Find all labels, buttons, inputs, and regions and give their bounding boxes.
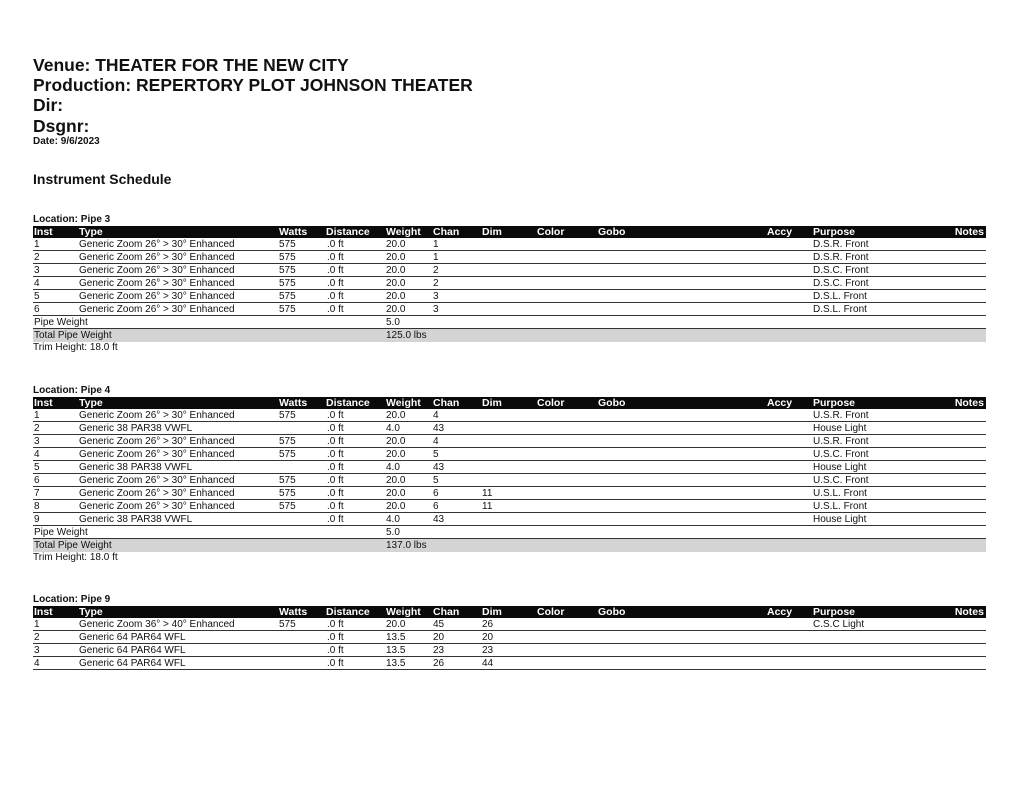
- cell-chan: 5: [433, 475, 439, 486]
- cell-type: Generic Zoom 26° > 30° Enhanced: [79, 304, 235, 315]
- cell-distance: .0 ft: [327, 291, 344, 302]
- trim-height: Trim Height: 18.0 ft: [33, 552, 118, 563]
- cell-distance: .0 ft: [327, 619, 344, 630]
- column-header-color: Color: [537, 606, 565, 618]
- cell-distance: .0 ft: [327, 488, 344, 499]
- cell-inst: 4: [34, 449, 40, 460]
- column-header-dim: Dim: [482, 226, 502, 238]
- column-header-distance: Distance: [326, 397, 370, 409]
- cell-distance: .0 ft: [327, 645, 344, 656]
- column-header-chan: Chan: [433, 226, 460, 238]
- cell-chan: 3: [433, 304, 439, 315]
- cell-weight: 4.0: [386, 462, 400, 473]
- column-header-inst: Inst: [34, 397, 53, 409]
- pipe-9-section: [33, 594, 986, 670]
- cell-watts: 575: [279, 475, 296, 486]
- trim-height: Trim Height: 18.0 ft: [33, 342, 118, 353]
- cell-inst: 6: [34, 304, 40, 315]
- cell-chan: 5: [433, 449, 439, 460]
- cell-dim: 26: [482, 619, 494, 630]
- cell-inst: 3: [34, 436, 40, 447]
- column-header-gobo: Gobo: [598, 226, 626, 238]
- cell-type: Generic 64 PAR64 WFL: [79, 632, 186, 643]
- cell-type: Generic Zoom 26° > 30° Enhanced: [79, 410, 235, 421]
- cell-inst: 2: [34, 632, 40, 643]
- cell-type: Generic 64 PAR64 WFL: [79, 658, 186, 669]
- cell-distance: .0 ft: [327, 475, 344, 486]
- cell-inst: 2: [34, 423, 40, 434]
- cell-type: Generic Zoom 26° > 30° Enhanced: [79, 501, 235, 512]
- table-row: [33, 422, 986, 435]
- cell-chan: 2: [433, 278, 439, 289]
- column-header-dim: Dim: [482, 397, 502, 409]
- table-row: [33, 277, 986, 290]
- column-header-type: Type: [79, 397, 103, 409]
- cell-distance: .0 ft: [327, 252, 344, 263]
- cell-chan: 6: [433, 488, 439, 499]
- total-pipe-weight-label: Total Pipe Weight: [34, 540, 112, 551]
- cell-weight: 20.0: [386, 304, 406, 315]
- cell-dim: 11: [482, 501, 493, 512]
- cell-type: Generic Zoom 26° > 30° Enhanced: [79, 436, 235, 447]
- column-header-inst: Inst: [34, 606, 53, 618]
- table-row: [33, 264, 986, 277]
- table-row: [33, 644, 986, 657]
- cell-weight: 20.0: [386, 475, 406, 486]
- cell-distance: .0 ft: [327, 501, 344, 512]
- cell-watts: 575: [279, 501, 296, 512]
- cell-watts: 575: [279, 291, 296, 302]
- cell-inst: 3: [34, 265, 40, 276]
- cell-type: Generic Zoom 26° > 30° Enhanced: [79, 278, 235, 289]
- cell-weight: 13.5: [386, 658, 406, 669]
- column-header-weight: Weight: [386, 606, 421, 618]
- cell-purpose: D.S.L. Front: [813, 291, 867, 302]
- pipe-weight-row: [33, 526, 986, 539]
- pipe-weight-label: Pipe Weight: [34, 527, 88, 538]
- cell-inst: 1: [34, 410, 40, 421]
- location-label: Location: Pipe 9: [33, 594, 111, 605]
- column-header-distance: Distance: [326, 226, 370, 238]
- cell-inst: 4: [34, 278, 40, 289]
- cell-type: Generic Zoom 26° > 30° Enhanced: [79, 475, 235, 486]
- column-header-row: [33, 606, 986, 618]
- column-header-distance: Distance: [326, 606, 370, 618]
- cell-watts: 575: [279, 619, 296, 630]
- cell-distance: .0 ft: [327, 514, 344, 525]
- cell-watts: 575: [279, 488, 296, 499]
- cell-type: Generic Zoom 36° > 40° Enhanced: [79, 619, 235, 630]
- cell-purpose: House Light: [813, 514, 867, 525]
- cell-watts: 575: [279, 239, 296, 250]
- cell-purpose: U.S.C. Front: [813, 475, 869, 486]
- total-pipe-weight-value: 125.0 lbs: [386, 330, 427, 341]
- cell-chan: 43: [433, 514, 445, 525]
- total-pipe-weight-value: 137.0 lbs: [386, 540, 427, 551]
- column-header-accy: Accy: [767, 397, 793, 409]
- column-header-row: [33, 226, 986, 238]
- column-header-inst: Inst: [34, 226, 53, 238]
- cell-weight: 20.0: [386, 449, 406, 460]
- cell-watts: 575: [279, 436, 296, 447]
- cell-chan: 6: [433, 501, 439, 512]
- cell-chan: 45: [433, 619, 445, 630]
- total-pipe-weight-label: Total Pipe Weight: [34, 330, 112, 341]
- cell-distance: .0 ft: [327, 239, 344, 250]
- column-header-purpose: Purpose: [813, 606, 856, 618]
- cell-purpose: D.S.C. Front: [813, 265, 869, 276]
- table-row: [33, 290, 986, 303]
- cell-type: Generic Zoom 26° > 30° Enhanced: [79, 449, 235, 460]
- column-header-gobo: Gobo: [598, 606, 626, 618]
- table-row: [33, 487, 986, 500]
- table-row: [33, 631, 986, 644]
- cell-chan: 43: [433, 462, 445, 473]
- cell-distance: .0 ft: [327, 632, 344, 643]
- pipe-4-section: [33, 385, 986, 564]
- cell-distance: .0 ft: [327, 423, 344, 434]
- cell-dim: 20: [482, 632, 494, 643]
- cell-purpose: U.S.R. Front: [813, 436, 869, 447]
- cell-inst: 3: [34, 645, 40, 656]
- cell-chan: 20: [433, 632, 445, 643]
- cell-distance: .0 ft: [327, 265, 344, 276]
- schedule-title: Instrument Schedule: [33, 171, 172, 187]
- column-header-notes: Notes: [954, 606, 984, 618]
- table-row: [33, 461, 986, 474]
- date-line: Date: 9/6/2023: [33, 136, 100, 147]
- cell-weight: 4.0: [386, 423, 400, 434]
- cell-purpose: C.S.C Light: [813, 619, 865, 630]
- cell-type: Generic 64 PAR64 WFL: [79, 645, 186, 656]
- column-header-gobo: Gobo: [598, 397, 626, 409]
- cell-purpose: D.S.R. Front: [813, 239, 869, 250]
- column-header-accy: Accy: [767, 606, 793, 618]
- cell-type: Generic Zoom 26° > 30° Enhanced: [79, 488, 235, 499]
- column-header-chan: Chan: [433, 606, 460, 618]
- pipe-weight-value: 5.0: [386, 527, 400, 538]
- cell-chan: 2: [433, 265, 439, 276]
- cell-type: Generic Zoom 26° > 30° Enhanced: [79, 265, 235, 276]
- cell-purpose: D.S.R. Front: [813, 252, 869, 263]
- column-header-accy: Accy: [767, 226, 793, 238]
- cell-type: Generic Zoom 26° > 30° Enhanced: [79, 252, 235, 263]
- cell-weight: 20.0: [386, 619, 406, 630]
- column-header-chan: Chan: [433, 397, 460, 409]
- cell-distance: .0 ft: [327, 449, 344, 460]
- cell-inst: 8: [34, 501, 40, 512]
- cell-weight: 20.0: [386, 252, 406, 263]
- cell-distance: .0 ft: [327, 278, 344, 289]
- pipe-weight-row: [33, 316, 986, 329]
- cell-inst: 1: [34, 619, 40, 630]
- pipe-3-section: [33, 214, 986, 354]
- cell-inst: 9: [34, 514, 40, 525]
- cell-watts: 575: [279, 252, 296, 263]
- cell-weight: 13.5: [386, 632, 406, 643]
- column-header-watts: Watts: [279, 226, 308, 238]
- cell-watts: 575: [279, 410, 296, 421]
- column-header-color: Color: [537, 397, 565, 409]
- cell-watts: 575: [279, 449, 296, 460]
- cell-weight: 4.0: [386, 514, 400, 525]
- cell-watts: 575: [279, 265, 296, 276]
- production-line: Production: REPERTORY PLOT JOHNSON THEATER: [33, 75, 473, 95]
- column-header-row: [33, 397, 986, 409]
- cell-purpose: D.S.L. Front: [813, 304, 867, 315]
- cell-inst: 6: [34, 475, 40, 486]
- cell-weight: 20.0: [386, 436, 406, 447]
- total-pipe-weight-row: [33, 329, 986, 342]
- table-row: [33, 618, 986, 631]
- cell-type: Generic 38 PAR38 VWFL: [79, 514, 193, 525]
- cell-inst: 7: [34, 488, 40, 499]
- venue-line: Venue: THEATER FOR THE NEW CITY: [33, 55, 349, 75]
- cell-distance: .0 ft: [327, 436, 344, 447]
- cell-purpose: U.S.L. Front: [813, 488, 867, 499]
- cell-distance: .0 ft: [327, 410, 344, 421]
- cell-chan: 3: [433, 291, 439, 302]
- column-header-weight: Weight: [386, 397, 421, 409]
- cell-dim: 44: [482, 658, 494, 669]
- cell-purpose: U.S.R. Front: [813, 410, 869, 421]
- pipe-weight-label: Pipe Weight: [34, 317, 88, 328]
- cell-chan: 4: [433, 410, 439, 421]
- table-row: [33, 303, 986, 316]
- cell-purpose: House Light: [813, 462, 867, 473]
- cell-weight: 20.0: [386, 291, 406, 302]
- cell-watts: 575: [279, 304, 296, 315]
- cell-chan: 1: [433, 252, 439, 263]
- cell-chan: 23: [433, 645, 445, 656]
- designer-line: Dsgnr:: [33, 116, 90, 136]
- cell-weight: 20.0: [386, 488, 406, 499]
- cell-weight: 20.0: [386, 410, 406, 421]
- column-header-watts: Watts: [279, 606, 308, 618]
- column-header-color: Color: [537, 226, 565, 238]
- table-row: [33, 435, 986, 448]
- cell-inst: 5: [34, 291, 40, 302]
- cell-type: Generic Zoom 26° > 30° Enhanced: [79, 291, 235, 302]
- cell-chan: 43: [433, 423, 445, 434]
- table-row: [33, 238, 986, 251]
- table-row: [33, 474, 986, 487]
- cell-inst: 5: [34, 462, 40, 473]
- location-label: Location: Pipe 3: [33, 214, 111, 225]
- cell-chan: 26: [433, 658, 445, 669]
- cell-weight: 20.0: [386, 239, 406, 250]
- cell-chan: 1: [433, 239, 439, 250]
- column-header-dim: Dim: [482, 606, 502, 618]
- column-header-watts: Watts: [279, 397, 308, 409]
- column-header-purpose: Purpose: [813, 226, 856, 238]
- cell-inst: 1: [34, 239, 40, 250]
- cell-weight: 20.0: [386, 278, 406, 289]
- column-header-purpose: Purpose: [813, 397, 856, 409]
- table-row: [33, 448, 986, 461]
- cell-distance: .0 ft: [327, 658, 344, 669]
- cell-dim: 11: [482, 488, 493, 499]
- cell-type: Generic 38 PAR38 VWFL: [79, 462, 193, 473]
- cell-purpose: D.S.C. Front: [813, 278, 869, 289]
- cell-purpose: U.S.L. Front: [813, 501, 867, 512]
- director-line: Dir:: [33, 95, 64, 115]
- document-header: [33, 55, 473, 148]
- cell-chan: 4: [433, 436, 439, 447]
- cell-type: Generic Zoom 26° > 30° Enhanced: [79, 239, 235, 250]
- column-header-notes: Notes: [954, 397, 984, 409]
- table-row: [33, 657, 986, 670]
- cell-distance: .0 ft: [327, 462, 344, 473]
- column-header-type: Type: [79, 226, 103, 238]
- column-header-notes: Notes: [954, 226, 984, 238]
- cell-watts: 575: [279, 278, 296, 289]
- column-header-type: Type: [79, 606, 103, 618]
- table-row: [33, 500, 986, 513]
- location-label: Location: Pipe 4: [33, 385, 111, 396]
- cell-purpose: House Light: [813, 423, 867, 434]
- pipe-weight-value: 5.0: [386, 317, 400, 328]
- cell-weight: 20.0: [386, 265, 406, 276]
- cell-weight: 13.5: [386, 645, 406, 656]
- total-pipe-weight-row: [33, 539, 986, 552]
- cell-distance: .0 ft: [327, 304, 344, 315]
- table-row: [33, 513, 986, 526]
- cell-weight: 20.0: [386, 501, 406, 512]
- column-header-weight: Weight: [386, 226, 421, 238]
- table-row: [33, 409, 986, 422]
- cell-inst: 2: [34, 252, 40, 263]
- cell-inst: 4: [34, 658, 40, 669]
- cell-dim: 23: [482, 645, 494, 656]
- table-row: [33, 251, 986, 264]
- cell-purpose: U.S.C. Front: [813, 449, 869, 460]
- cell-type: Generic 38 PAR38 VWFL: [79, 423, 193, 434]
